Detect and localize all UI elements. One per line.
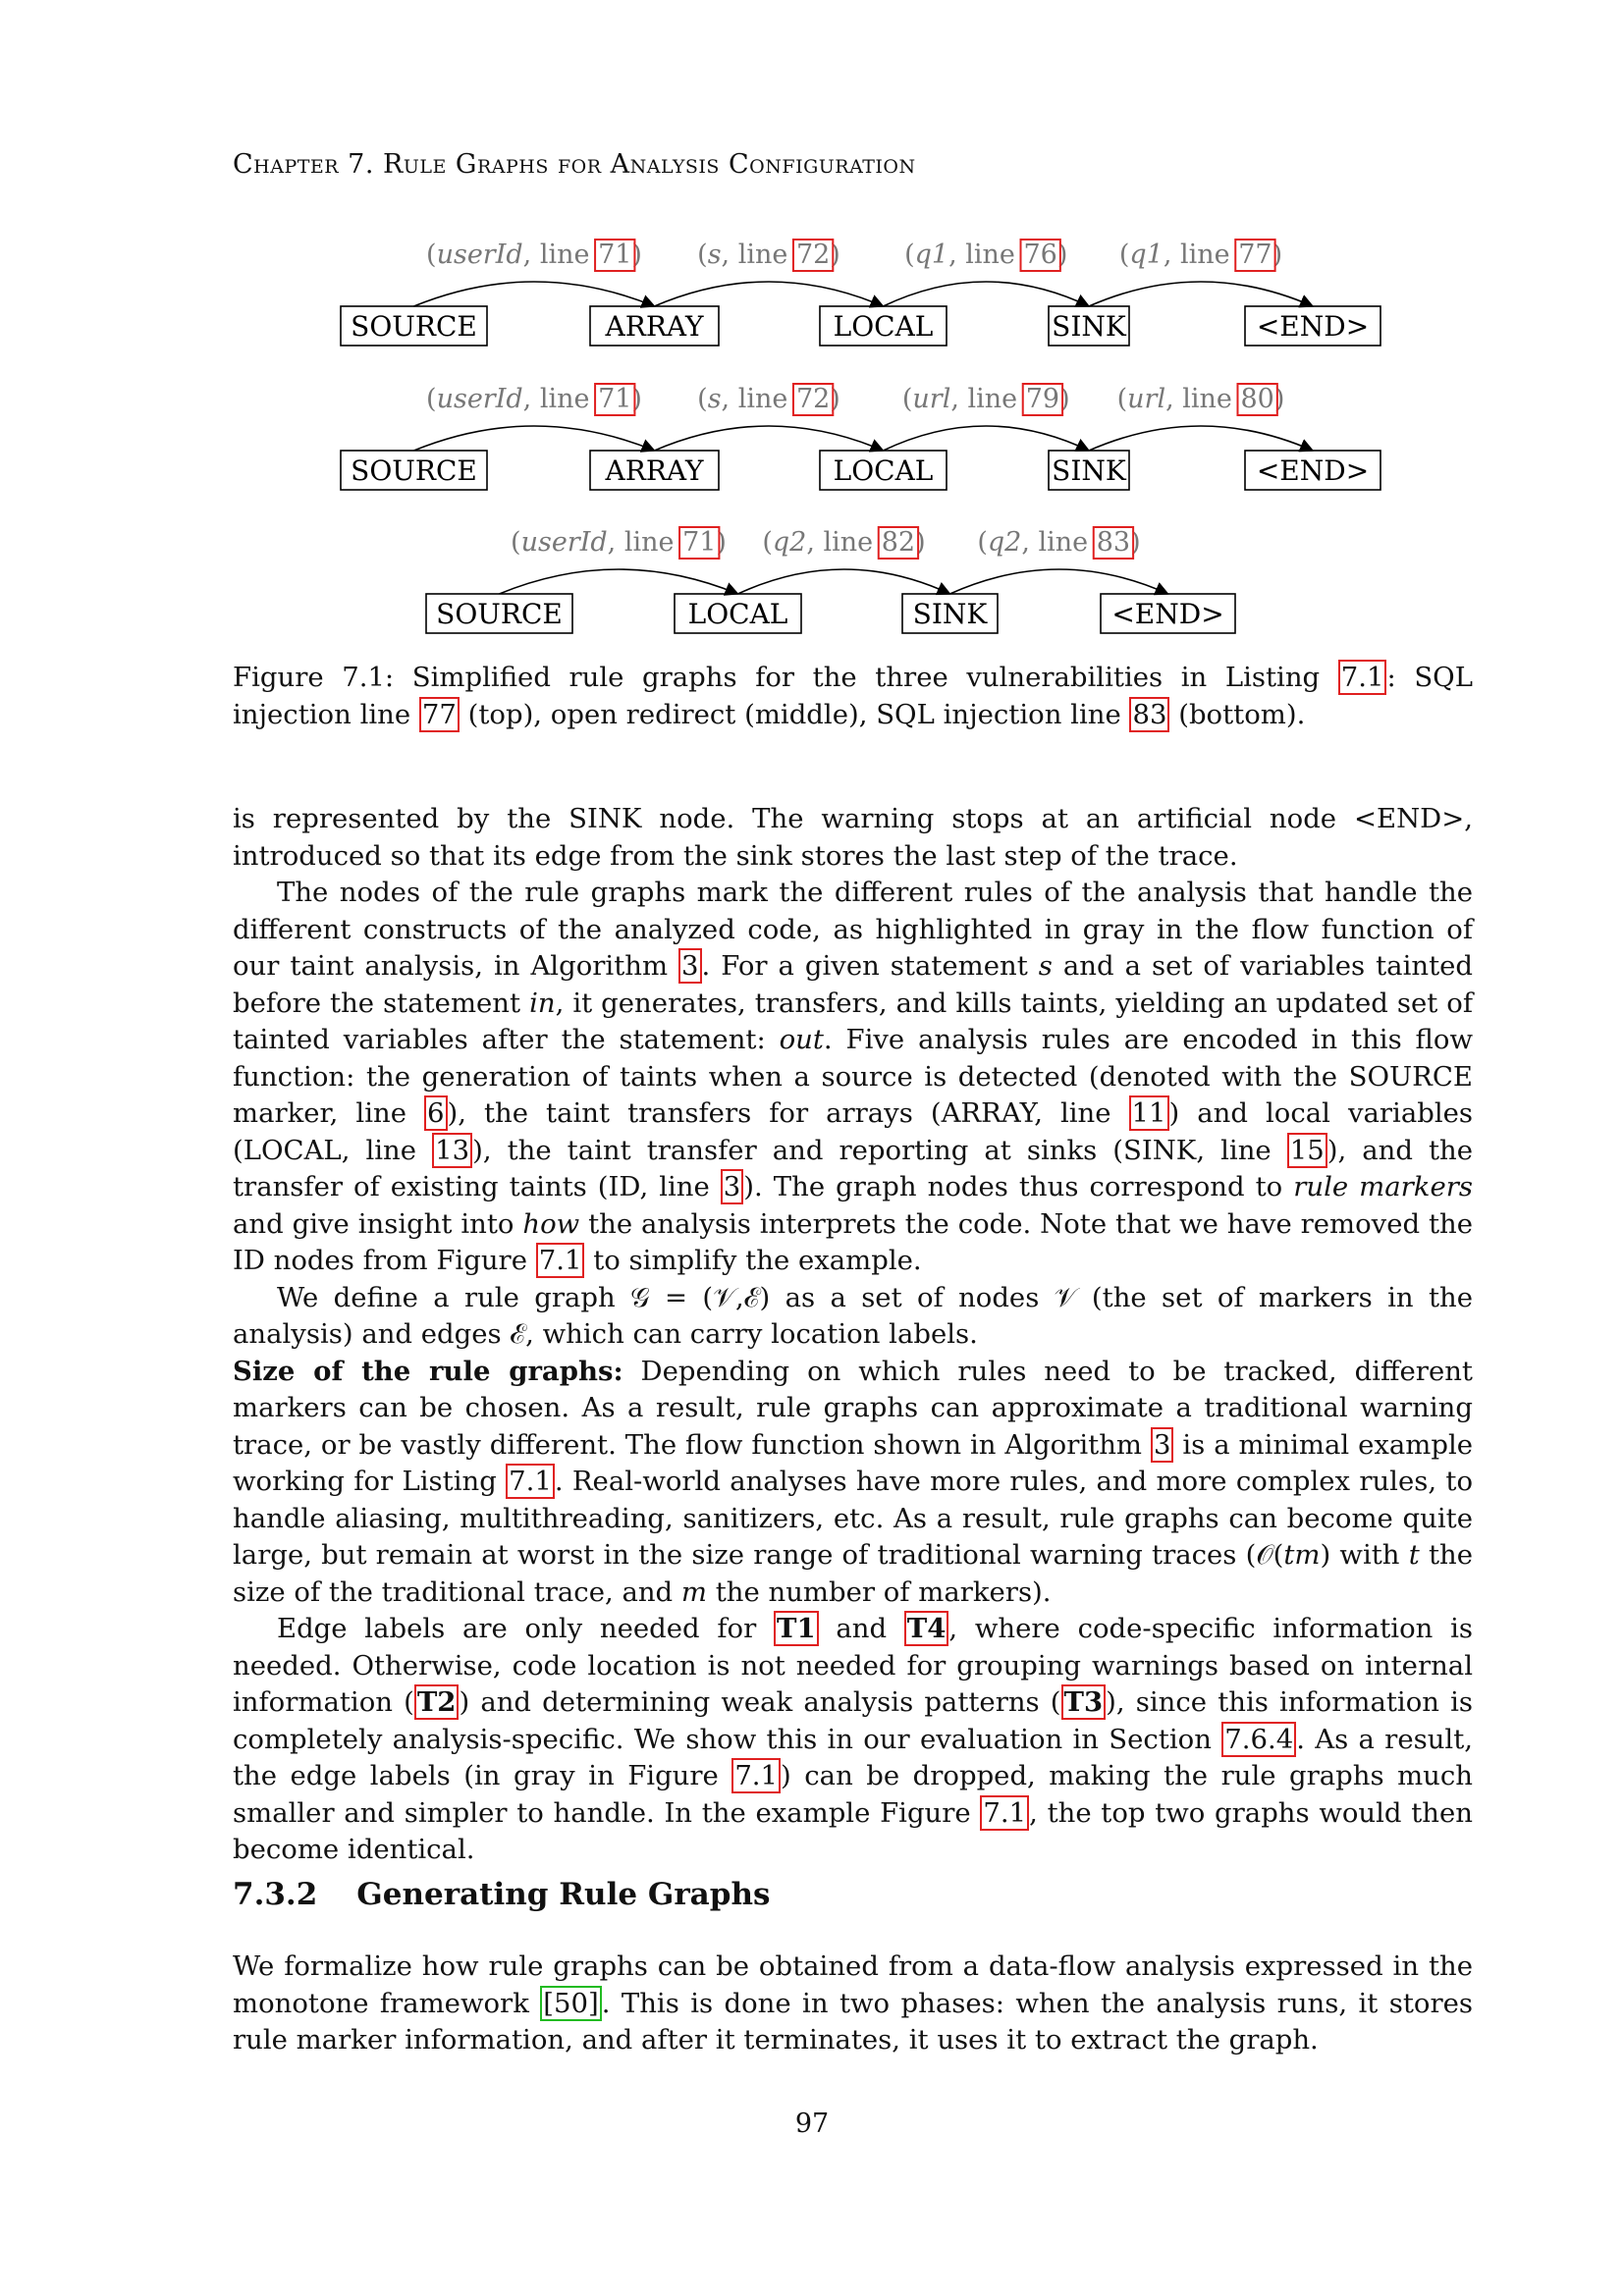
- svg-text:(userId, line 71): (userId, line 71): [426, 384, 642, 414]
- citation[interactable]: [50]: [540, 1986, 601, 2021]
- paragraph: Size of the rule graphs: Depending on which rules need to be tracked, different markers can be chosen. As a result, rule graphs can approximate a traditional warning trace, or be vastly different. The flow function shown in Algorithm 3 is a minimal example working for Listing 7.1 . Real-world analyses have more rules, and more complex rules, to handle aliasing, multithreading, sanitizers, etc. As a result, rule graphs can become quite large, but remain at worst in the size range of traditional warning traces (𝒪(tm) with t the size of the traditional trace, and m the number of markers).: [233, 1355, 1474, 1608]
- edge-line-ref[interactable]: 76: [1023, 240, 1057, 270]
- edge-label: [762, 527, 925, 559]
- running-header: Chapter 7. Rule Graphs for Analysis Configuration: [233, 149, 916, 180]
- rule-node: [1049, 451, 1129, 490]
- svg-text:(userId, line 71): (userId, line 71): [511, 527, 727, 558]
- rule-node: [820, 451, 947, 490]
- rule-node: [902, 594, 998, 633]
- ref-line[interactable]: 15: [1287, 1133, 1327, 1168]
- rule-node: [590, 306, 719, 346]
- rule-edge: [884, 426, 1090, 451]
- rule-edge: [655, 426, 884, 451]
- edge-line-ref[interactable]: 82: [881, 527, 916, 558]
- ref-figure[interactable]: 7.1: [536, 1243, 585, 1278]
- ref-section[interactable]: 7.6.4: [1221, 1722, 1296, 1757]
- body-text: [233, 801, 1473, 1869]
- ref-figure[interactable]: 7.1: [731, 1758, 781, 1793]
- ref-line[interactable]: 3: [721, 1169, 744, 1204]
- svg-text:(s, line 72): (s, line 72): [697, 240, 840, 270]
- ref-line[interactable]: 11: [1129, 1095, 1169, 1131]
- rule-node: [1245, 451, 1380, 490]
- ref-algorithm[interactable]: 3: [1151, 1427, 1174, 1463]
- edge-label: [902, 384, 1070, 415]
- svg-text:(q1, line 76): (q1, line 76): [904, 240, 1068, 270]
- rule-node-label: SINK: [912, 598, 988, 630]
- rule-node-label: ARRAY: [605, 454, 704, 487]
- rule-node: [426, 594, 572, 633]
- body-text: [233, 1949, 1473, 2059]
- rule-node: [1101, 594, 1235, 633]
- rule-edge: [414, 282, 655, 306]
- rule-node: [820, 306, 947, 346]
- rule-node-label: LOCAL: [687, 598, 788, 630]
- rule-edge: [500, 569, 738, 594]
- rule-edge: [1089, 426, 1313, 451]
- edge-line-ref[interactable]: 80: [1240, 384, 1274, 414]
- edge-line-ref[interactable]: 83: [1096, 527, 1131, 558]
- ref-task[interactable]: T4: [904, 1611, 949, 1646]
- figure-caption: Figure 7.1: Simplified rule graphs for the three vulnerabilities in Listing 7.1 : SQL injection line 77 (top), open redirect (middle), SQL injection line 83 (bottom).: [233, 662, 1473, 730]
- rule-node-label: <END>: [1256, 310, 1370, 343]
- ref-task[interactable]: T2: [414, 1684, 460, 1720]
- ref-algorithm[interactable]: 3: [678, 948, 702, 984]
- svg-text:(q2, line 82): (q2, line 82): [762, 527, 926, 558]
- paragraph: Edge labels are only needed for T1 and T4 , where code-specific information is needed. Otherwise, code location is not needed for grouping warnings based on internal information ( T2 ) and determining weak analysis patterns ( T3 ), since this information is completely analysis-specific. We show this in our evaluation in Section 7.6.4 . As a result, the edge labels (in gray in Figure 7.1 ) can be dropped, making the rule graphs much smaller and simpler to handle. In the example Figure 7.1 , the top two graphs would then become identical.: [233, 1613, 1474, 1865]
- rule-node: [1245, 306, 1380, 346]
- ref-task[interactable]: T1: [774, 1611, 819, 1646]
- rule-node-label: <END>: [1256, 454, 1370, 487]
- rule-edge: [884, 282, 1090, 306]
- ref-line[interactable]: 83: [1129, 697, 1169, 732]
- rule-graph-row: [341, 384, 1380, 490]
- rule-graphs-figure: [0, 0, 1624, 648]
- ref-line[interactable]: 13: [432, 1133, 472, 1168]
- paragraph: The nodes of the rule graphs mark the different rules of the analysis that handle the different constructs of the analyzed code, as highlighted in gray in the flow function of our taint analysis, in Algorithm 3 . For a given statement s and a set of variables tainted before the statement in, it generates, transfers, and kills taints, yielding an updated set of tainted variables after the statement: out. Five analysis rules are encoded in this flow function: the generation of taints when a source is detected (denoted with the SOURCE marker, line 6 ), the taint transfers for arrays (ARRAY, line 11 ) and local variables (LOCAL, line 13 ), the taint transfer and reporting at sinks (SINK, line 15 ), and the transfer of existing taints (ID, line 3 ). The graph nodes thus correspond to rule markers and give insight into how the analysis interprets the code. Note that we have removed the ID nodes from Figure 7.1 to simplify the example.: [233, 877, 1474, 1276]
- edge-label: [511, 527, 727, 559]
- edge-line-ref[interactable]: 72: [795, 240, 831, 270]
- svg-text:(url, line 80): (url, line 80): [1116, 384, 1285, 414]
- rule-edge: [738, 569, 950, 594]
- rule-graph-row: [341, 240, 1380, 346]
- edge-label: [426, 240, 642, 271]
- edge-line-ref[interactable]: 79: [1025, 384, 1060, 414]
- rule-node: [590, 451, 719, 490]
- svg-text:(url, line 79): (url, line 79): [901, 384, 1070, 414]
- edge-label: [977, 527, 1140, 559]
- rule-node: [341, 451, 487, 490]
- edge-line-ref[interactable]: 71: [682, 527, 717, 558]
- rule-node: [1049, 306, 1129, 346]
- edge-label: [426, 384, 642, 415]
- rule-node-label: LOCAL: [833, 310, 934, 343]
- rule-edge: [414, 426, 655, 451]
- rule-node: [341, 306, 487, 346]
- paragraph: We define a rule graph 𝒢 = (𝒱,ℰ) as a set of nodes 𝒱 (the set of markers in the analysis) and edges ℰ, which can carry location labels.: [233, 1281, 1473, 1350]
- rule-node-label: SINK: [1052, 310, 1126, 343]
- rule-node-label: SINK: [1052, 454, 1126, 487]
- rule-edge: [1089, 282, 1313, 306]
- ref-task[interactable]: T3: [1061, 1684, 1107, 1720]
- edge-line-ref[interactable]: 71: [598, 240, 632, 270]
- rule-node-label: <END>: [1111, 598, 1224, 630]
- ref-line[interactable]: 6: [424, 1095, 448, 1131]
- edge-label: [697, 384, 840, 415]
- rule-node-label: SOURCE: [436, 598, 563, 630]
- edge-line-ref[interactable]: 77: [1238, 240, 1272, 270]
- ref-listing[interactable]: 7.1: [506, 1464, 555, 1499]
- svg-text:(q2, line 83): (q2, line 83): [977, 527, 1141, 558]
- page-number: 97: [794, 2109, 830, 2139]
- rule-edge: [950, 569, 1168, 594]
- rule-node-label: ARRAY: [605, 310, 704, 343]
- rule-node-label: SOURCE: [351, 310, 477, 343]
- ref-line[interactable]: 77: [419, 697, 460, 732]
- paragraph: is represented by the SINK node. The warning stops at an artificial node <END>, introduced so that its edge from the sink stores the last step of the trace.: [233, 803, 1473, 872]
- rule-edge: [655, 282, 884, 306]
- svg-text:(q1, line 77): (q1, line 77): [1118, 240, 1283, 270]
- svg-text:(userId, line 71): (userId, line 71): [426, 240, 642, 270]
- rule-graph-row: [426, 527, 1235, 633]
- edge-line-ref[interactable]: 71: [598, 384, 632, 414]
- rule-node-label: SOURCE: [351, 454, 477, 487]
- edge-label: [697, 240, 840, 271]
- section-heading: 7.3.2 Generating Rule Graphs: [233, 1877, 771, 1912]
- svg-text:(s, line 72): (s, line 72): [697, 384, 840, 414]
- edge-line-ref[interactable]: 72: [795, 384, 831, 414]
- rule-node-label: LOCAL: [833, 454, 934, 487]
- rule-node: [675, 594, 801, 633]
- edge-label: [1119, 240, 1282, 271]
- edge-label: [904, 240, 1067, 271]
- ref-listing[interactable]: 7.1: [1338, 660, 1387, 695]
- edge-label: [1117, 384, 1285, 415]
- paragraph: We formalize how rule graphs can be obtained from a data-flow analysis expressed in the monotone framework [50] . This is done in two phases: when the analysis runs, it stores rule marker information, and after it terminates, it uses it to extract the graph.: [233, 1950, 1473, 2056]
- ref-figure[interactable]: 7.1: [980, 1795, 1029, 1831]
